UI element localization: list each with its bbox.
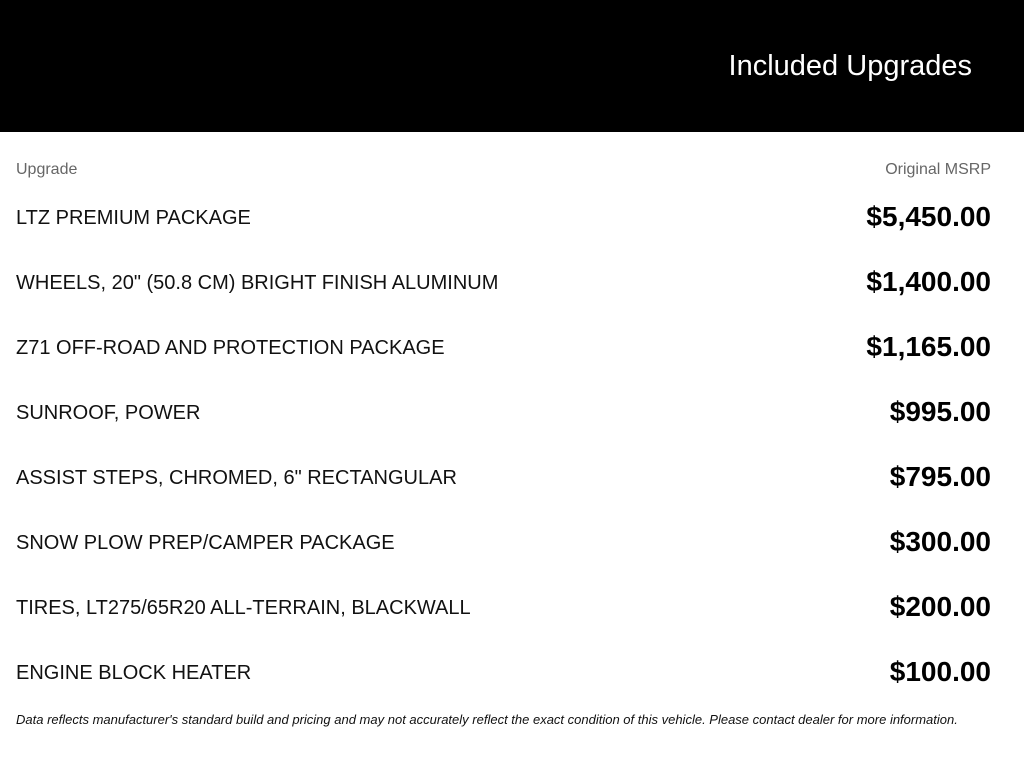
upgrade-list: [0, 185, 1024, 705]
upgrade-name: ENGINE BLOCK HEATER: [16, 662, 252, 684]
upgrade-name: Z71 OFF-ROAD AND PROTECTION PACKAGE: [16, 337, 445, 359]
disclaimer-text: Data reflects manufacturer's standard build and pricing and may not accurately reflect the exact condition of this vehicle. Please contact dealer for more information.: [16, 712, 958, 727]
upgrade-name: WHEELS, 20" (50.8 CM) BRIGHT FINISH ALUMINUM: [16, 272, 499, 294]
upgrade-row: [0, 640, 1024, 705]
upgrade-price: $1,165.00: [866, 331, 991, 362]
upgrade-row: [0, 575, 1024, 640]
upgrade-row: [0, 185, 1024, 250]
upgrade-name: ASSIST STEPS, CHROMED, 6" RECTANGULAR: [16, 467, 457, 489]
upgrade-row: [0, 380, 1024, 445]
upgrade-price: $5,450.00: [866, 201, 991, 232]
upgrade-row: [0, 315, 1024, 380]
column-header-msrp: Original MSRP: [885, 161, 991, 178]
upgrade-name: SNOW PLOW PREP/CAMPER PACKAGE: [16, 532, 395, 554]
upgrade-price: $995.00: [889, 396, 991, 427]
upgrade-name: SUNROOF, POWER: [16, 402, 201, 424]
header-bar: [0, 0, 1024, 132]
column-header-upgrade: Upgrade: [16, 161, 78, 178]
upgrade-price: $1,400.00: [866, 266, 991, 297]
upgrade-row: [0, 510, 1024, 575]
upgrade-name: LTZ PREMIUM PACKAGE: [16, 207, 251, 229]
upgrade-price: $100.00: [889, 656, 991, 687]
upgrade-name: TIRES, LT275/65R20 ALL-TERRAIN, BLACKWALL: [16, 597, 471, 619]
upgrade-row: [0, 445, 1024, 510]
upgrade-price: $795.00: [889, 461, 991, 492]
upgrade-row: [0, 250, 1024, 315]
upgrade-price: $300.00: [889, 526, 991, 557]
upgrade-price: $200.00: [889, 591, 991, 622]
page-title: Included Upgrades: [728, 50, 972, 82]
